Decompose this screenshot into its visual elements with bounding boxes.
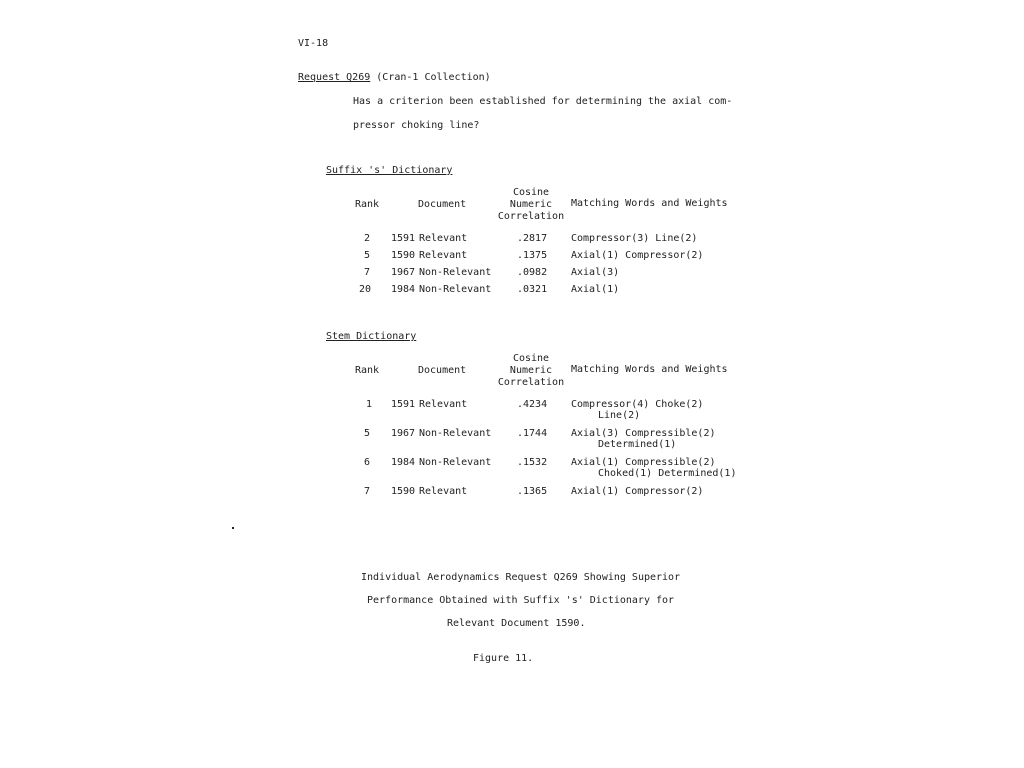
request-label: Request Q269 [298,72,371,83]
matching-words-cont-cell: Line(2) [598,410,641,421]
relevance-cell: Non-Relevant [419,267,492,278]
correlation-cell: .0982 [517,267,548,278]
figure-label: Figure 11. [473,653,534,664]
matching-words-cell: Axial(1) Compressor(2) [571,250,704,261]
matching-words-cell: Axial(1) Compressor(2) [571,486,704,497]
matching-words-cell: Axial(1) [571,284,620,295]
matching-words-cell: Compressor(3) Line(2) [571,233,698,244]
cosine-header-line1: Cosine [512,187,550,198]
cosine-header-line2: Numeric [509,199,553,210]
matching-words-cont-cell: Choked(1) Determined(1) [598,468,737,479]
request-question-line1: Has a criterion been established for determining the axial com- [353,96,733,107]
relevance-cell: Relevant [419,486,468,497]
cosine-header-line3: Correlation [497,211,565,222]
correlation-cell: .4234 [517,399,548,410]
relevance-cell: Non-Relevant [419,284,492,295]
doc-number-cell: 1590 [391,486,416,497]
request-question-line2: pressor choking line? [353,120,480,131]
doc-number-cell: 1984 [391,284,416,295]
rank-cell: 5 [364,250,371,261]
matching-words-cont-cell: Determined(1) [598,439,677,450]
correlation-cell: .1532 [517,457,548,468]
cosine-header-line3: Correlation [497,377,565,388]
column-header-matching: Matching Words and Weights [571,364,728,375]
correlation-cell: .1375 [517,250,548,261]
matching-words-cell: Axial(1) Compressible(2) [571,457,716,468]
doc-number-cell: 1967 [391,267,416,278]
rank-cell: 7 [364,486,371,497]
suffix-dictionary-title: Suffix 's' Dictionary [326,165,453,176]
column-header-cosine [496,187,566,223]
column-header-document: Document [418,365,467,376]
doc-number-cell: 1984 [391,457,416,468]
relevance-cell: Non-Relevant [419,428,492,439]
correlation-cell: .2817 [517,233,548,244]
scan-speck [232,527,234,529]
rank-cell: 2 [364,233,371,244]
matching-words-cell: Compressor(4) Choke(2) [571,399,704,410]
cosine-header-line1: Cosine [512,353,550,364]
caption-line2: Performance Obtained with Suffix 's' Dictionary for [367,595,675,606]
request-heading [298,72,491,83]
stem-dictionary-title: Stem Dictionary [326,331,417,342]
rank-cell: 6 [364,457,371,468]
column-header-document: Document [418,199,467,210]
column-header-matching: Matching Words and Weights [571,198,728,209]
rank-cell: 7 [364,267,371,278]
column-header-rank: Rank [355,199,380,210]
rank-cell: 5 [364,428,371,439]
relevance-cell: Relevant [419,250,468,261]
cosine-header-line2: Numeric [509,365,553,376]
correlation-cell: .1744 [517,428,548,439]
column-header-cosine [496,353,566,389]
doc-number-cell: 1591 [391,233,416,244]
column-header-rank: Rank [355,365,380,376]
doc-number-cell: 1967 [391,428,416,439]
page-number: VI-18 [298,38,329,49]
caption-line3: Relevant Document 1590. [447,618,586,629]
collection-label: (Cran-1 Collection) [376,72,491,83]
doc-number-cell: 1590 [391,250,416,261]
relevance-cell: Relevant [419,399,468,410]
matching-words-cell: Axial(3) Compressible(2) [571,428,716,439]
rank-cell: 1 [366,399,373,410]
relevance-cell: Relevant [419,233,468,244]
correlation-cell: .0321 [517,284,548,295]
correlation-cell: .1365 [517,486,548,497]
caption-line1: Individual Aerodynamics Request Q269 Showing Superior [361,572,681,583]
doc-number-cell: 1591 [391,399,416,410]
relevance-cell: Non-Relevant [419,457,492,468]
rank-cell: 20 [359,284,372,295]
matching-words-cell: Axial(3) [571,267,620,278]
